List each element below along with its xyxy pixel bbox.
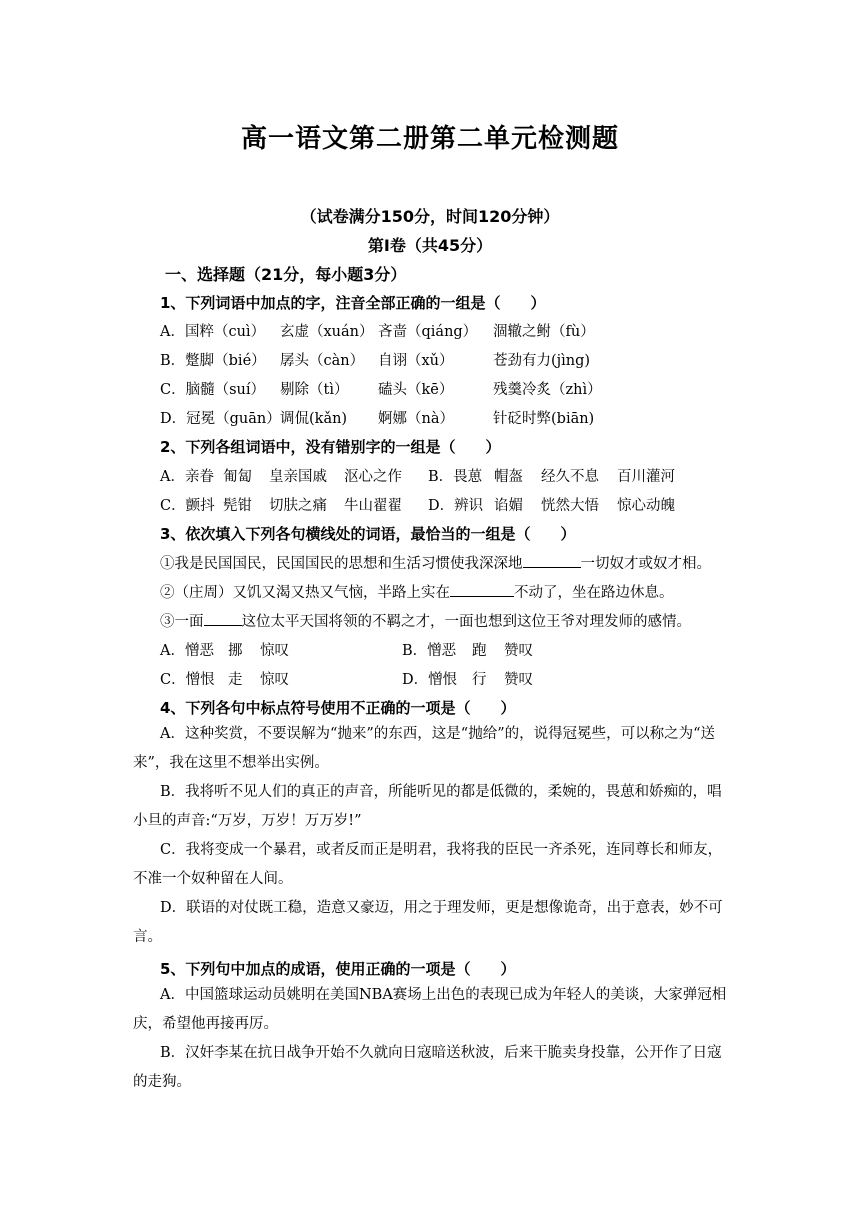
question-3-sentence-1 <box>160 552 740 573</box>
fill-blank <box>204 611 242 626</box>
option-term: 匍匐 <box>223 469 252 485</box>
option-term: 苍劲有力(jìng) <box>493 353 591 369</box>
question-4-option-d: D．联语的对仗既工稳，造意又豪迈，用之于理发师，更是想像诡奇，出于意表，妙不可言。 <box>133 900 723 945</box>
question-1-option-b <box>160 349 740 370</box>
option-term: A．亲眷 <box>160 469 214 485</box>
option-term: 涸辙之鲋（fù） <box>493 324 595 340</box>
option-term: C．脑髓（suí） <box>160 382 266 398</box>
option-term: 跑 <box>472 643 487 659</box>
option-term: 帽盔 <box>494 469 523 485</box>
sentence-text: ③一面 <box>160 614 204 630</box>
option-term: 牛山翟翟 <box>344 498 402 514</box>
question-5-option-b: B．汉奸李某在抗日战争开始不久就向日寇暗送秋波，后来干脆卖身投靠，公开作了日寇的走狗。 <box>133 1045 722 1090</box>
option-term: 赞叹 <box>504 672 533 688</box>
option-term: C．憎恨 <box>160 672 215 688</box>
option-term: 残羹冷炙（zhì） <box>493 382 602 398</box>
question-1-option-a <box>160 320 740 341</box>
option-term: 挪 <box>228 643 243 659</box>
option-term: 惊叹 <box>260 672 289 688</box>
option-term: 经久不息 <box>541 469 599 485</box>
option-term: B．蹩脚（bié） <box>160 353 266 369</box>
option-term: 婀娜（nà） <box>378 411 454 427</box>
option-term: 百川灌河 <box>617 469 675 485</box>
question-5-option-a: A．中国篮球运动员姚明在美国NBA赛场上出色的表现已成为年轻人的美谈，大家弹冠相庆，希望他再接再厉。 <box>133 987 727 1032</box>
option-term: A．憎恶 <box>160 643 214 659</box>
option-term: D．憎恨 <box>402 672 458 688</box>
option-term: 自诩（xǔ） <box>378 353 454 369</box>
part-heading: 第Ⅰ卷（共45分） <box>367 236 493 255</box>
option-term: 行 <box>472 672 487 688</box>
question-4-option-a: A．这种奖赏，不要误解为“抛来”的东西，这是“抛给”的，说得冠冕些，可以称之为“送来”，我在这里不想举出实例。 <box>133 726 716 771</box>
sentence-text: 不动了，坐在路边休息。 <box>514 585 674 601</box>
option-term: 皇亲国戚 <box>269 469 327 485</box>
option-term: 髡钳 <box>223 498 252 514</box>
question-3-sentence-2 <box>160 581 740 602</box>
option-term: 恍然大悟 <box>541 498 599 514</box>
exam-info: （试卷满分150分，时间120分钟） <box>300 207 560 226</box>
question-2-options-cd <box>160 494 740 515</box>
page-title: 高一语文第二册第二单元检测题 <box>240 124 619 154</box>
option-term: 吝啬（qiáng） <box>378 324 478 340</box>
sentence-text: ②（庄周）又饥又渴又热又气恼，半路上实在 <box>160 585 450 601</box>
option-term: 惊心动魄 <box>617 498 675 514</box>
question-1-option-d <box>160 407 740 428</box>
option-term: 剔除（tì） <box>280 382 349 398</box>
option-term: D．辨识 <box>428 498 484 514</box>
option-term: 走 <box>228 672 243 688</box>
option-term: 谄媚 <box>494 498 523 514</box>
option-term: 惊叹 <box>260 643 289 659</box>
question-4-option-c: C．我将变成一个暴君，或者反而正是明君，我将我的臣民一齐杀死，连同尊长和师友，不准一个奴种留在人间。 <box>133 842 723 887</box>
sentence-text: 一切奴才或奴才相。 <box>580 556 711 572</box>
question-4-option-b: B．我将听不见人们的真正的声音，所能听见的都是低微的，柔婉的，畏葸和娇痴的，唱小旦的声音:“万岁，万岁！万万岁!” <box>133 784 722 829</box>
fill-blank <box>450 582 514 597</box>
option-term: C．颤抖 <box>160 498 215 514</box>
option-term: B．憎恶 <box>402 643 457 659</box>
section-heading: 一、选择题（21分，每小题3分） <box>165 265 407 284</box>
option-term: B．畏葸 <box>428 469 483 485</box>
question-1-option-c <box>160 378 740 399</box>
option-term: 孱头（càn） <box>280 353 365 369</box>
option-term: A．国粹（cuì） <box>160 324 266 340</box>
question-2-options-ab <box>160 465 740 486</box>
sentence-text: ①我是民国国民，民国国民的思想和生活习惯使我深深地 <box>160 556 523 572</box>
fill-blank <box>523 553 581 568</box>
option-term: 赞叹 <box>504 643 533 659</box>
question-5-stem: 5、下列句中加点的成语，使用正确的一项是（ ） <box>160 960 516 978</box>
option-term: D．冠冕（guān） <box>160 411 281 427</box>
option-term: 调侃(kǎn) <box>280 411 348 427</box>
question-3-stem: 3、依次填入下列各句横线处的词语，最恰当的一组是（ ） <box>160 525 576 543</box>
sentence-text: 这位太平天国将领的不羁之才，一面也想到这位王爷对理发师的感情。 <box>241 614 691 630</box>
question-3-sentence-3 <box>160 610 740 631</box>
question-3-options-ab <box>160 639 740 660</box>
question-4-stem: 4、下列各句中标点符号使用不正确的一项是（ ） <box>160 699 516 717</box>
option-term: 玄虚（xuán） <box>280 324 374 340</box>
option-term: 磕头（kē） <box>378 382 454 398</box>
question-2-stem: 2、下列各组词语中，没有错别字的一组是（ ） <box>160 438 501 456</box>
question-1-stem: 1、下列词语中加点的字，注音全部正确的一组是（ ） <box>160 294 546 312</box>
option-term: 切肤之痛 <box>269 498 327 514</box>
question-3-options-cd <box>160 668 740 689</box>
option-term: 针砭时弊(biān) <box>493 411 595 427</box>
option-term: 沤心之作 <box>344 469 402 485</box>
